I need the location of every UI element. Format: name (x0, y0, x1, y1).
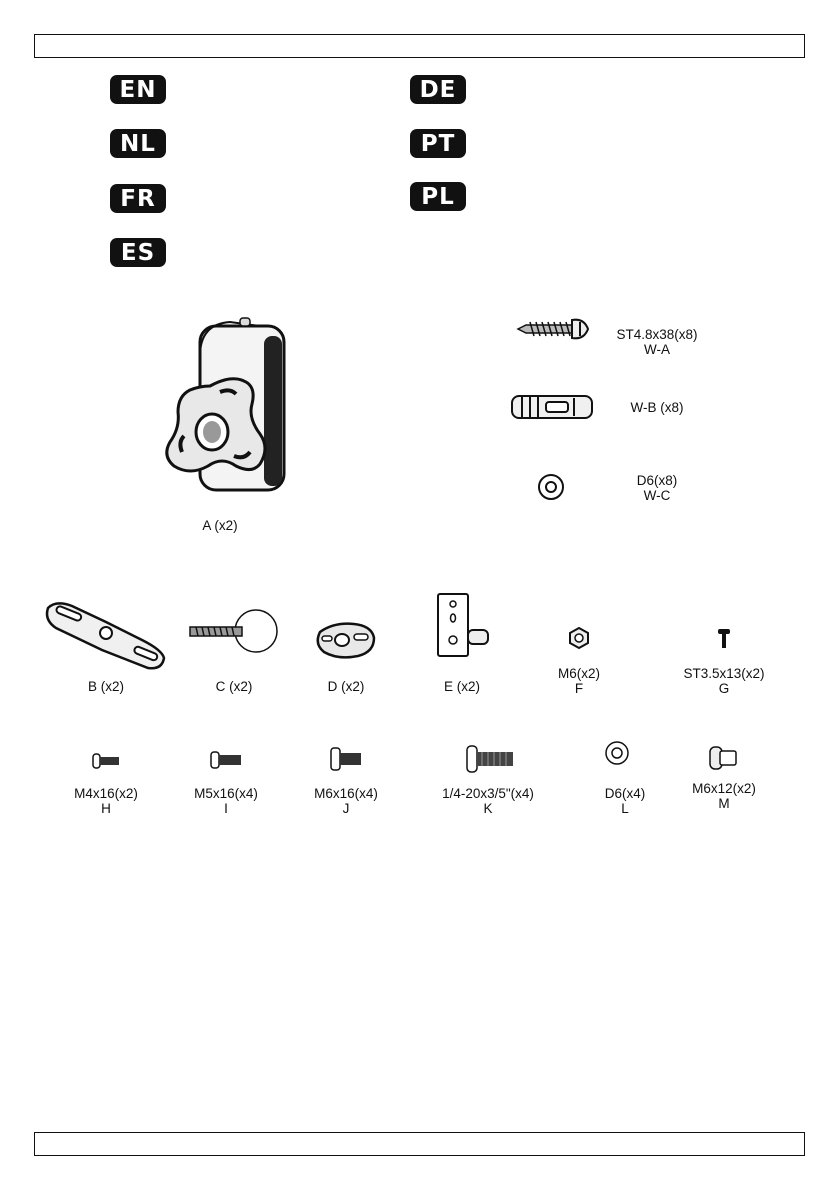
part-l-label: D6(x4) L (604, 786, 646, 816)
part-c-label: C (x2) (215, 679, 253, 694)
part-j-screw-illustration (330, 747, 362, 771)
part-k-label: 1/4-20x3/5"(x4) K (442, 786, 534, 816)
part-e-label: E (x2) (443, 679, 481, 694)
part-g-label: ST3.5x13(x2) G (683, 666, 765, 696)
part-i-screw-illustration (210, 750, 242, 770)
language-badge-en: EN (110, 75, 166, 104)
part-m-screw-illustration (708, 745, 738, 771)
part-c-stud-illustration (186, 608, 286, 654)
language-badge-pl: PL (410, 182, 466, 211)
page-footer-frame (34, 1132, 805, 1156)
part-l-washer-illustration (604, 740, 630, 766)
part-j-label: M6x16(x4) J (314, 786, 378, 816)
part-a-bracket-illustration (160, 316, 290, 502)
language-badge-nl: NL (110, 129, 166, 158)
part-h-label: M4x16(x2) H (74, 786, 138, 816)
part-g-screw-illustration (717, 628, 731, 650)
part-b-arm-illustration (42, 600, 168, 674)
language-badge-pt: PT (410, 129, 466, 158)
part-wa-label: ST4.8x38(x8) W-A (616, 327, 698, 357)
washer-wc-illustration (536, 472, 566, 502)
wall-screw-wa-illustration (516, 316, 596, 342)
language-badge-de: DE (410, 75, 466, 104)
page-header-frame (34, 34, 805, 58)
part-f-nut-illustration (568, 627, 590, 649)
part-m-label: M6x12(x2) M (692, 781, 756, 811)
part-wc-label: D6(x8) W-C (636, 473, 678, 503)
part-a-label: A (x2) (202, 518, 238, 533)
part-h-screw-illustration (92, 752, 120, 770)
part-b-label: B (x2) (87, 679, 125, 694)
language-badge-fr: FR (110, 184, 166, 213)
part-d-label: D (x2) (327, 679, 365, 694)
part-wb-label: W-B (x8) (630, 400, 684, 415)
wall-anchor-wb-illustration (510, 392, 596, 422)
part-k-screw-illustration (466, 745, 514, 773)
part-d-clamp-illustration (314, 620, 378, 660)
language-badge-es: ES (110, 238, 166, 267)
part-e-plate-illustration (434, 592, 494, 658)
part-f-label: M6(x2) F (557, 666, 601, 696)
part-i-label: M5x16(x4) I (194, 786, 258, 816)
